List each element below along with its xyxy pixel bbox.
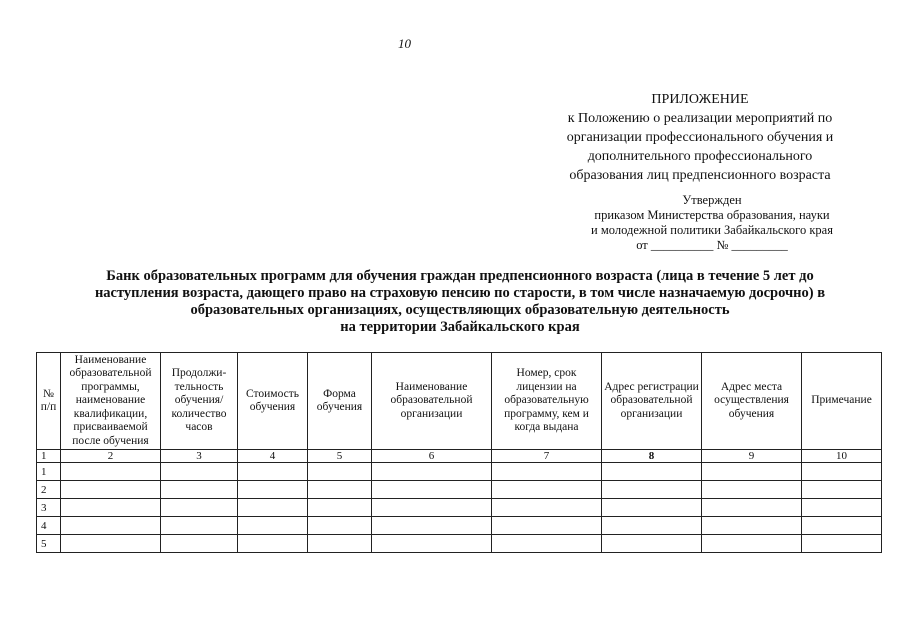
table-cell — [61, 517, 161, 535]
column-header-training-address: Адрес места осуществления обучения — [702, 353, 802, 450]
column-header-license: Номер, срок лицензии на образовательную программу, кем и когда выдана — [492, 353, 602, 450]
approval-line: и молодежной политики Забайкальского края — [591, 223, 833, 237]
column-number: 1 — [37, 450, 61, 463]
appendix-line: организации профессионального обучения и — [566, 130, 834, 145]
row-number: 1 — [37, 463, 61, 481]
table-cell — [602, 499, 702, 517]
row-number: 4 — [37, 517, 61, 535]
table-cell — [308, 499, 372, 517]
column-header-duration: Продолжи-тельность обучения/ количество часов — [161, 353, 238, 450]
column-header-note: Примечание — [802, 353, 882, 450]
document-title-line: Банк образовательных программ для обучения граждан предпенсионного возраста (лица в течение 5 лет до — [106, 268, 814, 284]
table-cell — [238, 499, 308, 517]
table-cell — [238, 517, 308, 535]
table-cell — [61, 535, 161, 553]
document-title-line: на территории Забайкальского края — [340, 319, 580, 335]
table-cell — [492, 481, 602, 499]
table-cell — [492, 463, 602, 481]
table-cell — [238, 481, 308, 499]
table-cell — [492, 499, 602, 517]
table-cell — [238, 535, 308, 553]
table-cell — [602, 535, 702, 553]
table-row — [37, 499, 882, 517]
column-number: 8 — [602, 450, 702, 463]
table-cell — [308, 535, 372, 553]
table-cell — [702, 517, 802, 535]
column-header-form: Форма обучения — [308, 353, 372, 450]
row-number: 5 — [37, 535, 61, 553]
table-cell — [802, 463, 882, 481]
column-number: 5 — [308, 450, 372, 463]
appendix-line: образования лиц предпенсионного возраста — [569, 168, 831, 183]
table-cell — [161, 535, 238, 553]
approval-line: от __________ № _________ — [636, 238, 788, 252]
row-number: 2 — [37, 481, 61, 499]
table-cell — [238, 463, 308, 481]
table-cell — [602, 463, 702, 481]
table-cell — [61, 481, 161, 499]
table-cell — [61, 499, 161, 517]
table-cell — [702, 535, 802, 553]
table-cell — [602, 517, 702, 535]
table-cell — [702, 499, 802, 517]
document-title-line: наступления возраста, дающего право на страховую пенсию по старости, в том числе назначаемую досрочно) в — [94, 285, 826, 301]
table-cell — [702, 463, 802, 481]
appendix-line: к Положению о реализации мероприятий по — [567, 111, 833, 126]
table-cell — [308, 517, 372, 535]
approval-line: Утвержден — [682, 193, 742, 207]
table-cell — [802, 481, 882, 499]
table-cell — [372, 463, 492, 481]
column-number: 9 — [702, 450, 802, 463]
column-header-number: № п/п — [37, 353, 61, 450]
table-row — [37, 481, 882, 499]
page-number: 10 — [398, 36, 411, 51]
column-header-organization: Наименование образовательной организации — [372, 353, 492, 450]
table-cell — [308, 481, 372, 499]
column-number: 3 — [161, 450, 238, 463]
approval-line: приказом Министерства образования, науки — [594, 208, 830, 222]
table-cell — [702, 481, 802, 499]
column-header-program: Наименование образовательной программы, наименование квалификации, присваиваемой после обучения — [61, 353, 161, 450]
document-title — [40, 268, 880, 336]
column-number: 6 — [372, 450, 492, 463]
table-row — [37, 535, 882, 553]
table-cell — [372, 517, 492, 535]
column-header-cost: Стоимость обучения — [238, 353, 308, 450]
table-cell — [802, 499, 882, 517]
table-cell — [492, 517, 602, 535]
appendix-line: дополнительного профессионального — [587, 149, 813, 164]
appendix-block — [520, 90, 880, 185]
table-cell — [372, 481, 492, 499]
column-header-registration-address: Адрес регистрации образовательной организации — [602, 353, 702, 450]
document-title-line: образовательных организациях, осуществляющих образовательную деятельность — [190, 302, 730, 318]
table-cell — [161, 481, 238, 499]
table-cell — [602, 481, 702, 499]
table-cell — [802, 517, 882, 535]
appendix-title: ПРИЛОЖЕНИЕ — [651, 92, 749, 107]
column-number: 2 — [61, 450, 161, 463]
programs-table — [36, 352, 882, 553]
table-cell — [372, 535, 492, 553]
column-number: 10 — [802, 450, 882, 463]
table-cell — [61, 463, 161, 481]
approval-block — [552, 193, 872, 253]
column-number-row — [37, 450, 882, 463]
row-number: 3 — [37, 499, 61, 517]
table-cell — [308, 463, 372, 481]
table-cell — [161, 463, 238, 481]
table-header-row — [37, 353, 882, 450]
column-number: 4 — [238, 450, 308, 463]
table-cell — [492, 535, 602, 553]
table-row — [37, 517, 882, 535]
table-cell — [161, 517, 238, 535]
table-cell — [802, 535, 882, 553]
table-cell — [161, 499, 238, 517]
column-number: 7 — [492, 450, 602, 463]
table-cell — [372, 499, 492, 517]
table-row — [37, 463, 882, 481]
